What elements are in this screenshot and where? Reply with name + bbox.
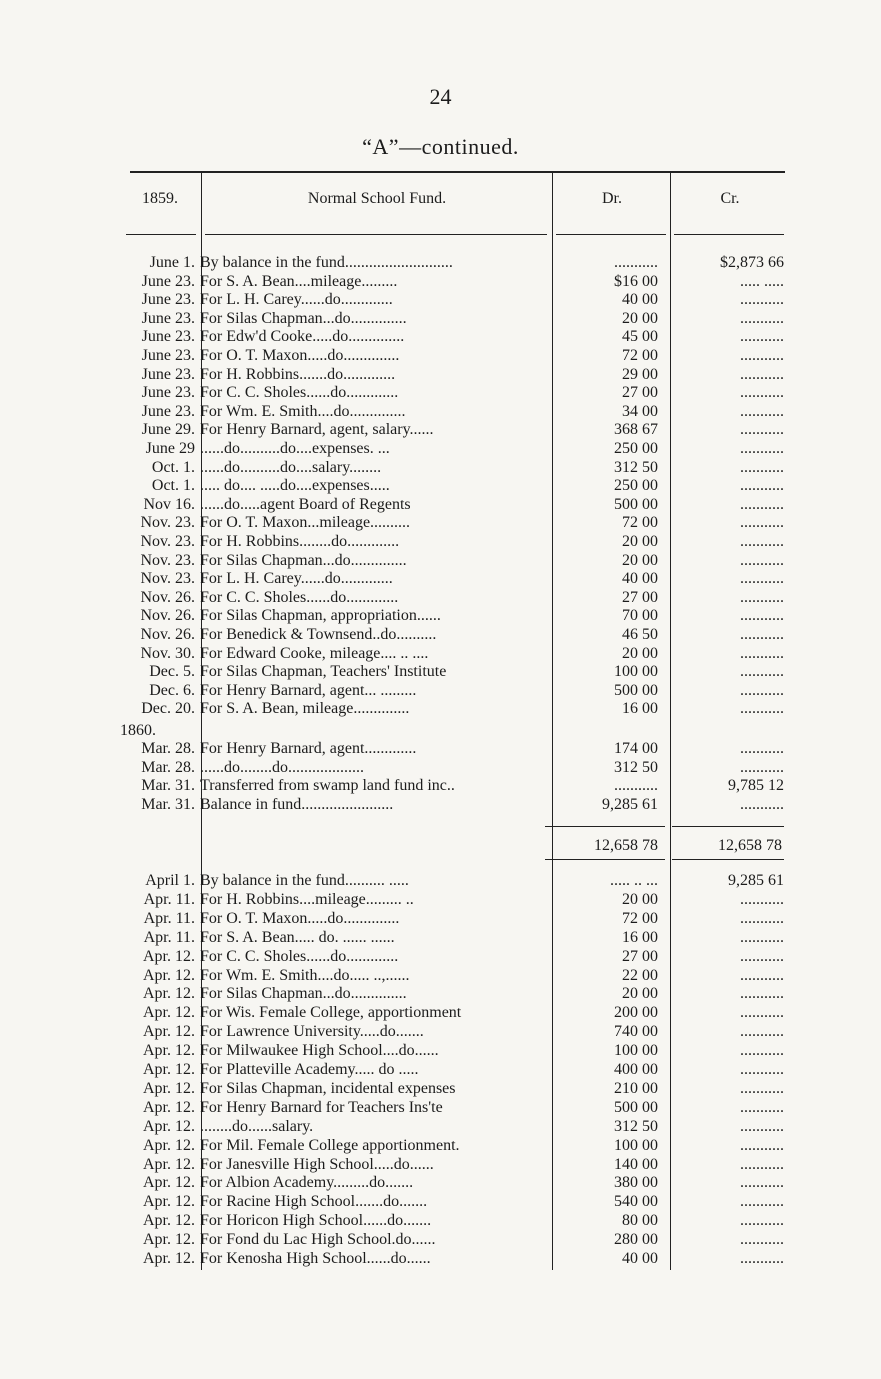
ledger-row xyxy=(0,740,881,759)
ledger-credit: ........... xyxy=(740,1212,784,1230)
ledger-description: For Janesville High School.....do...... xyxy=(200,1155,434,1173)
ledger-debit: 368 67 xyxy=(614,421,658,439)
ledger-debit: 312 50 xyxy=(614,1117,658,1135)
ledger-credit: ..... ..... xyxy=(740,272,784,290)
ledger-description: Balance in fund....................... xyxy=(200,795,394,813)
ledger-description: For Henry Barnard for Teachers Ins'te xyxy=(200,1098,443,1116)
ledger-credit: ........... xyxy=(740,890,784,908)
ledger-debit: 140 00 xyxy=(614,1155,658,1173)
ledger-debit: 500 00 xyxy=(614,495,658,513)
ledger-credit: ........... xyxy=(740,1079,784,1097)
ledger-description: For Platteville Academy..... do ..... xyxy=(200,1061,419,1078)
ledger-debit: 72 00 xyxy=(622,347,658,364)
ledger-debit: 40 00 xyxy=(622,291,658,309)
ledger-date: Oct. 1. xyxy=(151,458,195,476)
ledger-row xyxy=(0,910,881,929)
ledger-credit: ........... xyxy=(740,291,784,309)
total-underline-cr xyxy=(672,859,784,860)
ledger-description: For H. Robbins........do............. xyxy=(200,533,400,550)
ledger-row xyxy=(0,1212,881,1231)
ledger-row xyxy=(0,1118,881,1137)
ledger-date: Apr. 12. xyxy=(143,1042,195,1060)
ledger-row xyxy=(0,1042,881,1061)
ledger-description: For Silas Chapman, appropriation...... xyxy=(200,607,441,625)
ledger-row xyxy=(0,1004,881,1023)
ledger-date: June 23. xyxy=(141,384,195,402)
ledger-date: Nov. 26. xyxy=(140,607,195,625)
ledger-date: June 29. xyxy=(141,421,195,439)
ledger-description: For C. C. Sholes......do............. xyxy=(200,384,399,402)
ledger-date: Apr. 12. xyxy=(143,1117,195,1135)
ledger-debit: 540 00 xyxy=(614,1193,658,1211)
ledger-row xyxy=(0,273,881,292)
ledger-description: For C. C. Sholes......do............. xyxy=(200,588,399,606)
ledger-credit: ........... xyxy=(740,1231,784,1249)
ledger-date: Apr. 12. xyxy=(143,966,195,984)
ledger-description: For Fond du Lac High School.do...... xyxy=(200,1231,436,1249)
ledger-date: Mar. 28. xyxy=(141,758,195,776)
ledger-row xyxy=(0,1231,881,1250)
ledger-row xyxy=(0,533,881,552)
ledger-credit: ........... xyxy=(740,514,784,532)
ledger-date: Apr. 12. xyxy=(143,1174,195,1192)
ledger-date: June 23. xyxy=(141,402,195,420)
ledger-credit: ........... xyxy=(740,1004,784,1022)
ledger-debit: 280 00 xyxy=(614,1231,658,1249)
ledger-credit: ........... xyxy=(740,533,784,550)
ledger-description: For Henry Barnard, agent............. xyxy=(200,740,417,757)
ledger-date: Mar. 31. xyxy=(141,777,195,795)
ledger-debit: 380 00 xyxy=(614,1174,658,1192)
ledger-date: June 23. xyxy=(141,328,195,346)
ledger-date: Apr. 12. xyxy=(143,1079,195,1097)
header-debit: Dr. xyxy=(602,190,622,207)
ledger-description: ......do.....agent Board of Regents xyxy=(200,495,411,513)
ledger-credit: 9,785 12 xyxy=(728,777,784,795)
ledger-debit: 40 00 xyxy=(622,570,658,588)
ledger-row xyxy=(0,891,881,910)
ledger-row xyxy=(0,1023,881,1042)
ledger-debit: 45 00 xyxy=(622,328,658,346)
ledger-date: June 23. xyxy=(141,365,195,383)
ledger-row xyxy=(0,682,881,701)
ledger-description: For Wm. E. Smith....do.............. xyxy=(200,402,406,420)
ledger-credit: ........... xyxy=(740,309,784,327)
ledger-row xyxy=(0,1250,881,1269)
ledger-description: For O. T. Maxon.....do.............. xyxy=(200,909,400,927)
ledger-date: Dec. 20. xyxy=(141,700,195,718)
header-underline xyxy=(205,234,547,235)
ledger-row xyxy=(0,589,881,608)
ledger-credit: ........... xyxy=(740,1136,784,1154)
ledger-date: June 29 xyxy=(145,440,195,457)
ledger-date: Nov. 23. xyxy=(140,533,195,550)
ledger-credit: ........... xyxy=(740,477,784,495)
total-rule-dr xyxy=(545,826,665,827)
ledger-credit: ........... xyxy=(740,966,784,984)
ledger-debit: 500 00 xyxy=(614,681,658,699)
ledger-description: For Mil. Female College apportionment. xyxy=(200,1136,460,1154)
table-top-rule xyxy=(130,171,785,173)
ledger-credit: ........... xyxy=(740,909,784,927)
ledger-debit: 20 00 xyxy=(622,309,658,327)
ledger-description: For L. H. Carey......do............. xyxy=(200,291,393,309)
ledger-credit: ........... xyxy=(740,440,784,457)
ledger-row xyxy=(0,1156,881,1175)
ledger-row xyxy=(0,985,881,1004)
ledger-credit: ........... xyxy=(740,1117,784,1135)
ledger-credit: ........... xyxy=(740,1042,784,1060)
ledger-description: For H. Robbins....mileage......... .. xyxy=(200,890,414,908)
ledger-credit: ........... xyxy=(740,551,784,569)
ledger-date: Nov. 30. xyxy=(140,644,195,662)
ledger-debit: ..... .. ... xyxy=(610,872,658,889)
ledger-row xyxy=(0,403,881,422)
ledger-date: Apr. 12. xyxy=(143,1004,195,1022)
ledger-debit: 16 00 xyxy=(622,928,658,946)
ledger-row xyxy=(0,700,881,719)
ledger-date: Apr. 12. xyxy=(143,1098,195,1116)
ledger-row xyxy=(0,1099,881,1118)
ledger-credit: ........... xyxy=(740,1155,784,1173)
ledger-row xyxy=(0,626,881,645)
ledger-debit: 70 00 xyxy=(622,607,658,625)
ledger-row xyxy=(0,1193,881,1212)
ledger-row xyxy=(0,570,881,589)
ledger-date: Apr. 12. xyxy=(143,1250,195,1267)
ledger-row xyxy=(0,948,881,967)
ledger-debit: 72 00 xyxy=(622,514,658,532)
ledger-description: For Silas Chapman, incidental expenses xyxy=(200,1079,456,1097)
ledger-credit: ........... xyxy=(740,928,784,946)
ledger-description: For Henry Barnard, agent... ......... xyxy=(200,681,417,699)
ledger-row xyxy=(0,496,881,515)
ledger-date: Dec. 6. xyxy=(149,681,195,699)
ledger-credit: ........... xyxy=(740,700,784,718)
ledger-debit: 250 00 xyxy=(614,477,658,495)
ledger-credit: ........... xyxy=(740,1023,784,1041)
ledger-credit: ........... xyxy=(740,328,784,346)
ledger-row xyxy=(0,663,881,682)
ledger-row xyxy=(0,254,881,273)
ledger-debit: 312 50 xyxy=(614,758,658,776)
ledger-row xyxy=(0,347,881,366)
ledger-description: For S. A. Bean, mileage.............. xyxy=(200,700,410,718)
ledger-credit: ........... xyxy=(740,644,784,662)
ledger-date: Nov. 26. xyxy=(140,588,195,606)
ledger-description: For Milwaukee High School....do...... xyxy=(200,1042,439,1060)
ledger-debit: 20 00 xyxy=(622,644,658,662)
ledger-date: June 23. xyxy=(141,272,195,290)
ledger-description: For Racine High School.......do....... xyxy=(200,1193,428,1211)
ledger-description: For L. H. Carey......do............. xyxy=(200,570,393,588)
ledger-credit: ........... xyxy=(740,570,784,588)
ledger-credit: ........... xyxy=(740,495,784,513)
ledger-description: For Edw'd Cooke.....do.............. xyxy=(200,328,405,346)
ledger-debit: ........... xyxy=(614,777,658,795)
ledger-credit: ........... xyxy=(740,1098,784,1116)
ledger-credit: 9,285 61 xyxy=(728,872,784,889)
ledger-date: Nov. 23. xyxy=(140,551,195,569)
ledger-debit: 100 00 xyxy=(614,1136,658,1154)
ledger-credit: ........... xyxy=(740,458,784,476)
ledger-description: Transferred from swamp land fund inc.. xyxy=(200,777,455,795)
ledger-debit: 46 50 xyxy=(622,626,658,643)
ledger-debit: 500 00 xyxy=(614,1098,658,1116)
ledger-row xyxy=(0,607,881,626)
ledger-debit: 312 50 xyxy=(614,458,658,476)
ledger-date: Apr. 12. xyxy=(143,1061,195,1078)
ledger-credit: ........... xyxy=(740,1193,784,1211)
ledger-description: For Benedick & Townsend..do.......... xyxy=(200,626,437,643)
header-underline xyxy=(674,234,784,235)
ledger-debit: $16 00 xyxy=(614,272,658,290)
ledger-date: Nov. 23. xyxy=(140,514,195,532)
ledger-credit: ........... xyxy=(740,681,784,699)
page-number: 24 xyxy=(429,84,452,109)
ledger-description: For Silas Chapman...do.............. xyxy=(200,551,407,569)
ledger-debit: 210 00 xyxy=(614,1079,658,1097)
ledger-description: For S. A. Bean..... do. ...... ...... xyxy=(200,928,395,946)
ledger-row xyxy=(0,477,881,496)
ledger-date: Nov. 23. xyxy=(140,570,195,588)
ledger-row xyxy=(0,777,881,796)
ledger-credit: ........... xyxy=(740,347,784,364)
ledger-debit: 27 00 xyxy=(622,384,658,402)
ledger-date: Apr. 12. xyxy=(143,1231,195,1249)
total-rule-cr xyxy=(672,826,784,827)
header-year: 1859. xyxy=(142,190,178,207)
ledger-description: For O. T. Maxon.....do.............. xyxy=(200,347,400,364)
ledger-date: Mar. 28. xyxy=(141,740,195,757)
ledger-date: Apr. 12. xyxy=(143,1136,195,1154)
ledger-credit: ........... xyxy=(740,626,784,643)
ledger-description: For Lawrence University.....do....... xyxy=(200,1023,424,1041)
ledger-description: For H. Robbins.......do............. xyxy=(200,365,396,383)
ledger-description: For O. T. Maxon...mileage.......... xyxy=(200,514,411,532)
ledger-row xyxy=(0,291,881,310)
ledger-description: For Albion Academy.........do....... xyxy=(200,1174,414,1192)
header-underline xyxy=(556,234,666,235)
ledger-debit: 200 00 xyxy=(614,1004,658,1022)
table-caption: “A”—continued. xyxy=(362,134,519,159)
ledger-description: For S. A. Bean....mileage......... xyxy=(200,272,398,290)
ledger-row xyxy=(0,328,881,347)
ledger-credit: ........... xyxy=(740,947,784,965)
ledger-credit: ........... xyxy=(740,1174,784,1192)
ledger-debit: 20 00 xyxy=(622,985,658,1003)
ledger-debit: 40 00 xyxy=(622,1250,658,1267)
ledger-debit: 20 00 xyxy=(622,533,658,550)
ledger-credit: ........... xyxy=(740,588,784,606)
ledger-description: By balance in the fund.......... ..... xyxy=(200,872,409,889)
header-fund: Normal School Fund. xyxy=(307,190,447,207)
ledger-row xyxy=(0,421,881,440)
ledger-debit: 174 00 xyxy=(614,740,658,757)
ledger-row xyxy=(0,366,881,385)
ledger-credit: ........... xyxy=(740,1250,784,1267)
header-credit: Cr. xyxy=(720,190,740,207)
ledger-debit: 16 00 xyxy=(622,700,658,718)
ledger-row xyxy=(0,310,881,329)
ledger-description: For Horicon High School......do....... xyxy=(200,1212,432,1230)
ledger-debit: 100 00 xyxy=(614,1042,658,1060)
ledger-description: ......do........do................... xyxy=(200,758,364,776)
ledger-credit: ........... xyxy=(740,384,784,402)
ledger-credit: ........... xyxy=(740,985,784,1003)
ledger-date: June 23. xyxy=(141,347,195,364)
ledger-date: Dec. 5. xyxy=(149,663,195,681)
ledger-description: For Wis. Female College, apportionment xyxy=(200,1004,462,1022)
ledger-credit: ........... xyxy=(740,740,784,757)
ledger-description: For Edward Cooke, mileage.... .. .... xyxy=(200,644,429,662)
ledger-row xyxy=(0,872,881,891)
ledger-date: Nov 16. xyxy=(143,495,195,513)
ledger-row xyxy=(0,384,881,403)
ledger-row xyxy=(0,967,881,986)
year-label-1860: 1860. xyxy=(120,722,156,739)
ledger-debit: 20 00 xyxy=(622,890,658,908)
ledger-row xyxy=(0,1174,881,1193)
ledger-date: Apr. 12. xyxy=(143,1023,195,1041)
ledger-date: Apr. 12. xyxy=(143,947,195,965)
ledger-row xyxy=(0,514,881,533)
ledger-debit: 27 00 xyxy=(622,588,658,606)
ledger-debit: 9,285 61 xyxy=(602,795,658,813)
ledger-debit: 740 00 xyxy=(614,1023,658,1041)
ledger-date: June 23. xyxy=(141,309,195,327)
ledger-debit: 34 00 xyxy=(622,402,658,420)
ledger-description: ........do......salary. xyxy=(200,1117,314,1135)
ledger-date: Mar. 31. xyxy=(141,795,195,813)
ledger-row xyxy=(0,459,881,478)
ledger-credit: $2,873 66 xyxy=(720,254,784,271)
ledger-debit: 72 00 xyxy=(622,909,658,927)
ledger-description: For Silas Chapman, Teachers' Institute xyxy=(200,663,447,681)
ledger-credit: ........... xyxy=(740,663,784,681)
ledger-description: For Wm. E. Smith....do..... ..,...... xyxy=(200,966,410,984)
ledger-debit: 400 00 xyxy=(614,1061,658,1078)
header-underline xyxy=(126,234,196,235)
ledger-date: April 1. xyxy=(145,872,195,889)
ledger-description: ......do..........do....expenses. ... xyxy=(200,440,390,457)
ledger-row xyxy=(0,440,881,459)
ledger-credit: ........... xyxy=(740,758,784,776)
ledger-description: For Henry Barnard, agent, salary...... xyxy=(200,421,434,439)
ledger-debit: ........... xyxy=(614,254,658,271)
ledger-row xyxy=(0,1080,881,1099)
total-debit: 12,658 78 xyxy=(594,837,658,854)
ledger-debit: 22 00 xyxy=(622,966,658,984)
ledger-row xyxy=(0,1061,881,1080)
ledger-date: Apr. 12. xyxy=(143,985,195,1003)
ledger-debit: 29 00 xyxy=(622,365,658,383)
ledger-date: Apr. 11. xyxy=(143,909,195,927)
ledger-date: June 1. xyxy=(149,254,195,271)
ledger-credit: ........... xyxy=(740,1061,784,1078)
ledger-description: For Silas Chapman...do.............. xyxy=(200,985,407,1003)
ledger-date: Apr. 12. xyxy=(143,1193,195,1211)
ledger-description: For Kenosha High School......do...... xyxy=(200,1250,431,1267)
ledger-credit: ........... xyxy=(740,607,784,625)
total-credit: 12,658 78 xyxy=(718,837,782,854)
ledger-credit: ........... xyxy=(740,421,784,439)
ledger-description: For Silas Chapman...do.............. xyxy=(200,309,407,327)
ledger-row xyxy=(0,1137,881,1156)
ledger-date: June 23. xyxy=(141,291,195,309)
ledger-date: Apr. 12. xyxy=(143,1155,195,1173)
ledger-debit: 20 00 xyxy=(622,551,658,569)
ledger-credit: ........... xyxy=(740,402,784,420)
ledger-date: Apr. 11. xyxy=(143,890,195,908)
ledger-description: By balance in the fund........................... xyxy=(200,254,453,271)
ledger-row xyxy=(0,645,881,664)
total-underline-dr xyxy=(545,859,665,860)
ledger-description: For C. C. Sholes......do............. xyxy=(200,947,399,965)
ledger-debit: 80 00 xyxy=(622,1212,658,1230)
ledger-debit: 27 00 xyxy=(622,947,658,965)
ledger-debit: 250 00 xyxy=(614,440,658,457)
ledger-date: Apr. 11. xyxy=(143,928,195,946)
ledger-credit: ........... xyxy=(740,795,784,813)
ledger-description: ..... do.... .....do....expenses..... xyxy=(200,477,390,495)
ledger-row xyxy=(0,759,881,778)
ledger-row xyxy=(0,929,881,948)
ledger-row xyxy=(0,552,881,571)
ledger-row xyxy=(0,796,881,815)
ledger-date: Apr. 12. xyxy=(143,1212,195,1230)
ledger-debit: 100 00 xyxy=(614,663,658,681)
ledger-credit: ........... xyxy=(740,365,784,383)
ledger-date: Oct. 1. xyxy=(151,477,195,495)
ledger-description: ......do..........do....salary........ xyxy=(200,458,382,476)
ledger-date: Nov. 26. xyxy=(140,626,195,643)
